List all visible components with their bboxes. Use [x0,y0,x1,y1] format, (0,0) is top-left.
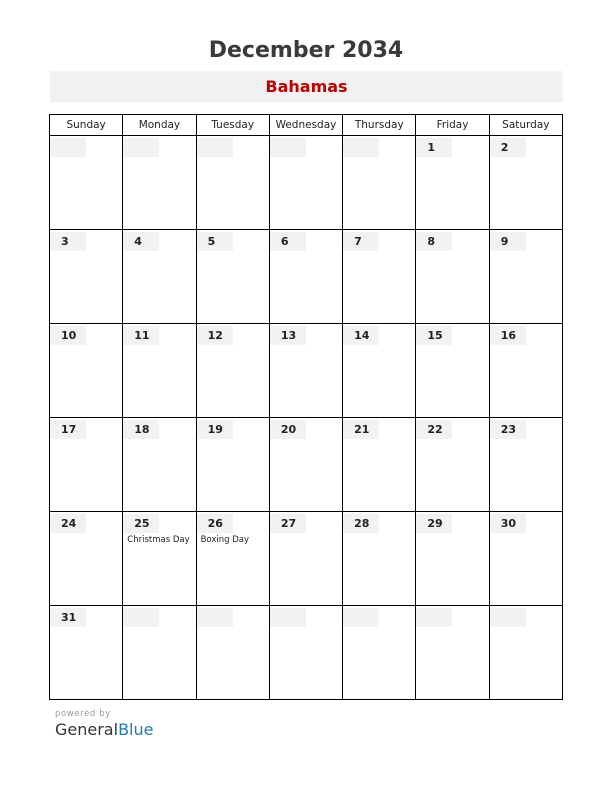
weekday-friday: Friday [416,115,489,136]
day-number: 22 [416,420,452,439]
day-number: 31 [50,608,86,627]
weekday-monday: Monday [123,115,196,136]
day-cell[interactable] [196,512,269,606]
day-cell[interactable] [489,230,562,324]
week-row [50,230,563,324]
day-cell[interactable] [50,512,123,606]
day-cell[interactable] [269,512,342,606]
day-cell[interactable] [416,418,489,512]
weekday-wednesday: Wednesday [269,115,342,136]
day-number: 20 [270,420,306,439]
day-cell[interactable] [196,324,269,418]
day-cell[interactable] [123,512,196,606]
weekday-thursday: Thursday [343,115,416,136]
holiday-label: Christmas Day [127,535,190,545]
day-number: 16 [490,326,526,345]
day-cell[interactable] [50,136,123,230]
day-cell[interactable] [50,230,123,324]
week-row [50,324,563,418]
week-row [50,606,563,700]
day-cell[interactable] [416,136,489,230]
day-cell[interactable] [416,324,489,418]
day-number [50,138,86,157]
day-cell[interactable] [343,512,416,606]
day-number [343,608,379,627]
day-cell[interactable] [196,136,269,230]
day-cell[interactable] [489,606,562,700]
day-number: 24 [50,514,86,533]
day-number: 6 [270,232,306,251]
day-number: 7 [343,232,379,251]
page-title: December 2034 [208,38,404,63]
day-cell[interactable] [343,324,416,418]
day-cell[interactable] [269,230,342,324]
day-number: 19 [197,420,233,439]
day-cell[interactable] [416,230,489,324]
day-number: 27 [270,514,306,533]
brand-general: General [55,720,119,739]
day-number: 13 [270,326,306,345]
day-number: 3 [50,232,86,251]
day-cell[interactable] [50,606,123,700]
day-number [123,138,159,157]
day-number: 25 [123,514,159,533]
day-cell[interactable] [343,230,416,324]
day-number [123,608,159,627]
day-number: 17 [50,420,86,439]
footer [55,709,153,739]
week-row [50,512,563,606]
weekday-header-row [50,115,563,136]
day-cell[interactable] [269,136,342,230]
day-cell[interactable] [489,512,562,606]
day-cell[interactable] [50,324,123,418]
day-cell[interactable] [489,136,562,230]
day-number: 18 [123,420,159,439]
day-cell[interactable] [196,230,269,324]
weekday-sunday: Sunday [50,115,123,136]
week-row [50,136,563,230]
day-number: 4 [123,232,159,251]
day-number: 14 [343,326,379,345]
day-cell[interactable] [416,512,489,606]
day-cell[interactable] [343,606,416,700]
country-name: Bahamas [265,77,348,96]
brand-blue: Blue [118,720,154,739]
day-cell[interactable] [269,418,342,512]
day-number: 21 [343,420,379,439]
day-number: 9 [490,232,526,251]
day-cell[interactable] [269,606,342,700]
generalblue-logo[interactable] [55,720,153,739]
day-cell[interactable] [416,606,489,700]
day-number [197,608,233,627]
week-row [50,418,563,512]
country-banner [50,71,563,102]
day-number [197,138,233,157]
day-number: 29 [416,514,452,533]
day-number: 5 [197,232,233,251]
day-cell[interactable] [123,230,196,324]
holiday-label: Boxing Day [200,535,249,545]
day-number [490,608,526,627]
day-cell[interactable] [343,136,416,230]
day-cell[interactable] [196,418,269,512]
day-number: 2 [490,138,526,157]
day-number: 8 [416,232,452,251]
day-number: 12 [197,326,233,345]
day-number: 30 [490,514,526,533]
day-cell[interactable] [269,324,342,418]
day-number: 28 [343,514,379,533]
day-number [343,138,379,157]
day-cell[interactable] [50,418,123,512]
day-number [270,138,306,157]
day-cell[interactable] [343,418,416,512]
day-cell[interactable] [123,418,196,512]
day-cell[interactable] [123,606,196,700]
day-cell[interactable] [123,324,196,418]
day-number: 10 [50,326,86,345]
day-number: 26 [197,514,233,533]
day-cell[interactable] [489,418,562,512]
powered-by-text: powered by [55,709,111,719]
day-cell[interactable] [196,606,269,700]
day-number: 11 [123,326,159,345]
day-number: 15 [416,326,452,345]
day-number: 1 [416,138,452,157]
calendar-grid [49,114,563,700]
day-cell[interactable] [489,324,562,418]
day-number [270,608,306,627]
weekday-saturday: Saturday [489,115,562,136]
day-cell[interactable] [123,136,196,230]
day-number [416,608,452,627]
weekday-tuesday: Tuesday [196,115,269,136]
day-number: 23 [490,420,526,439]
